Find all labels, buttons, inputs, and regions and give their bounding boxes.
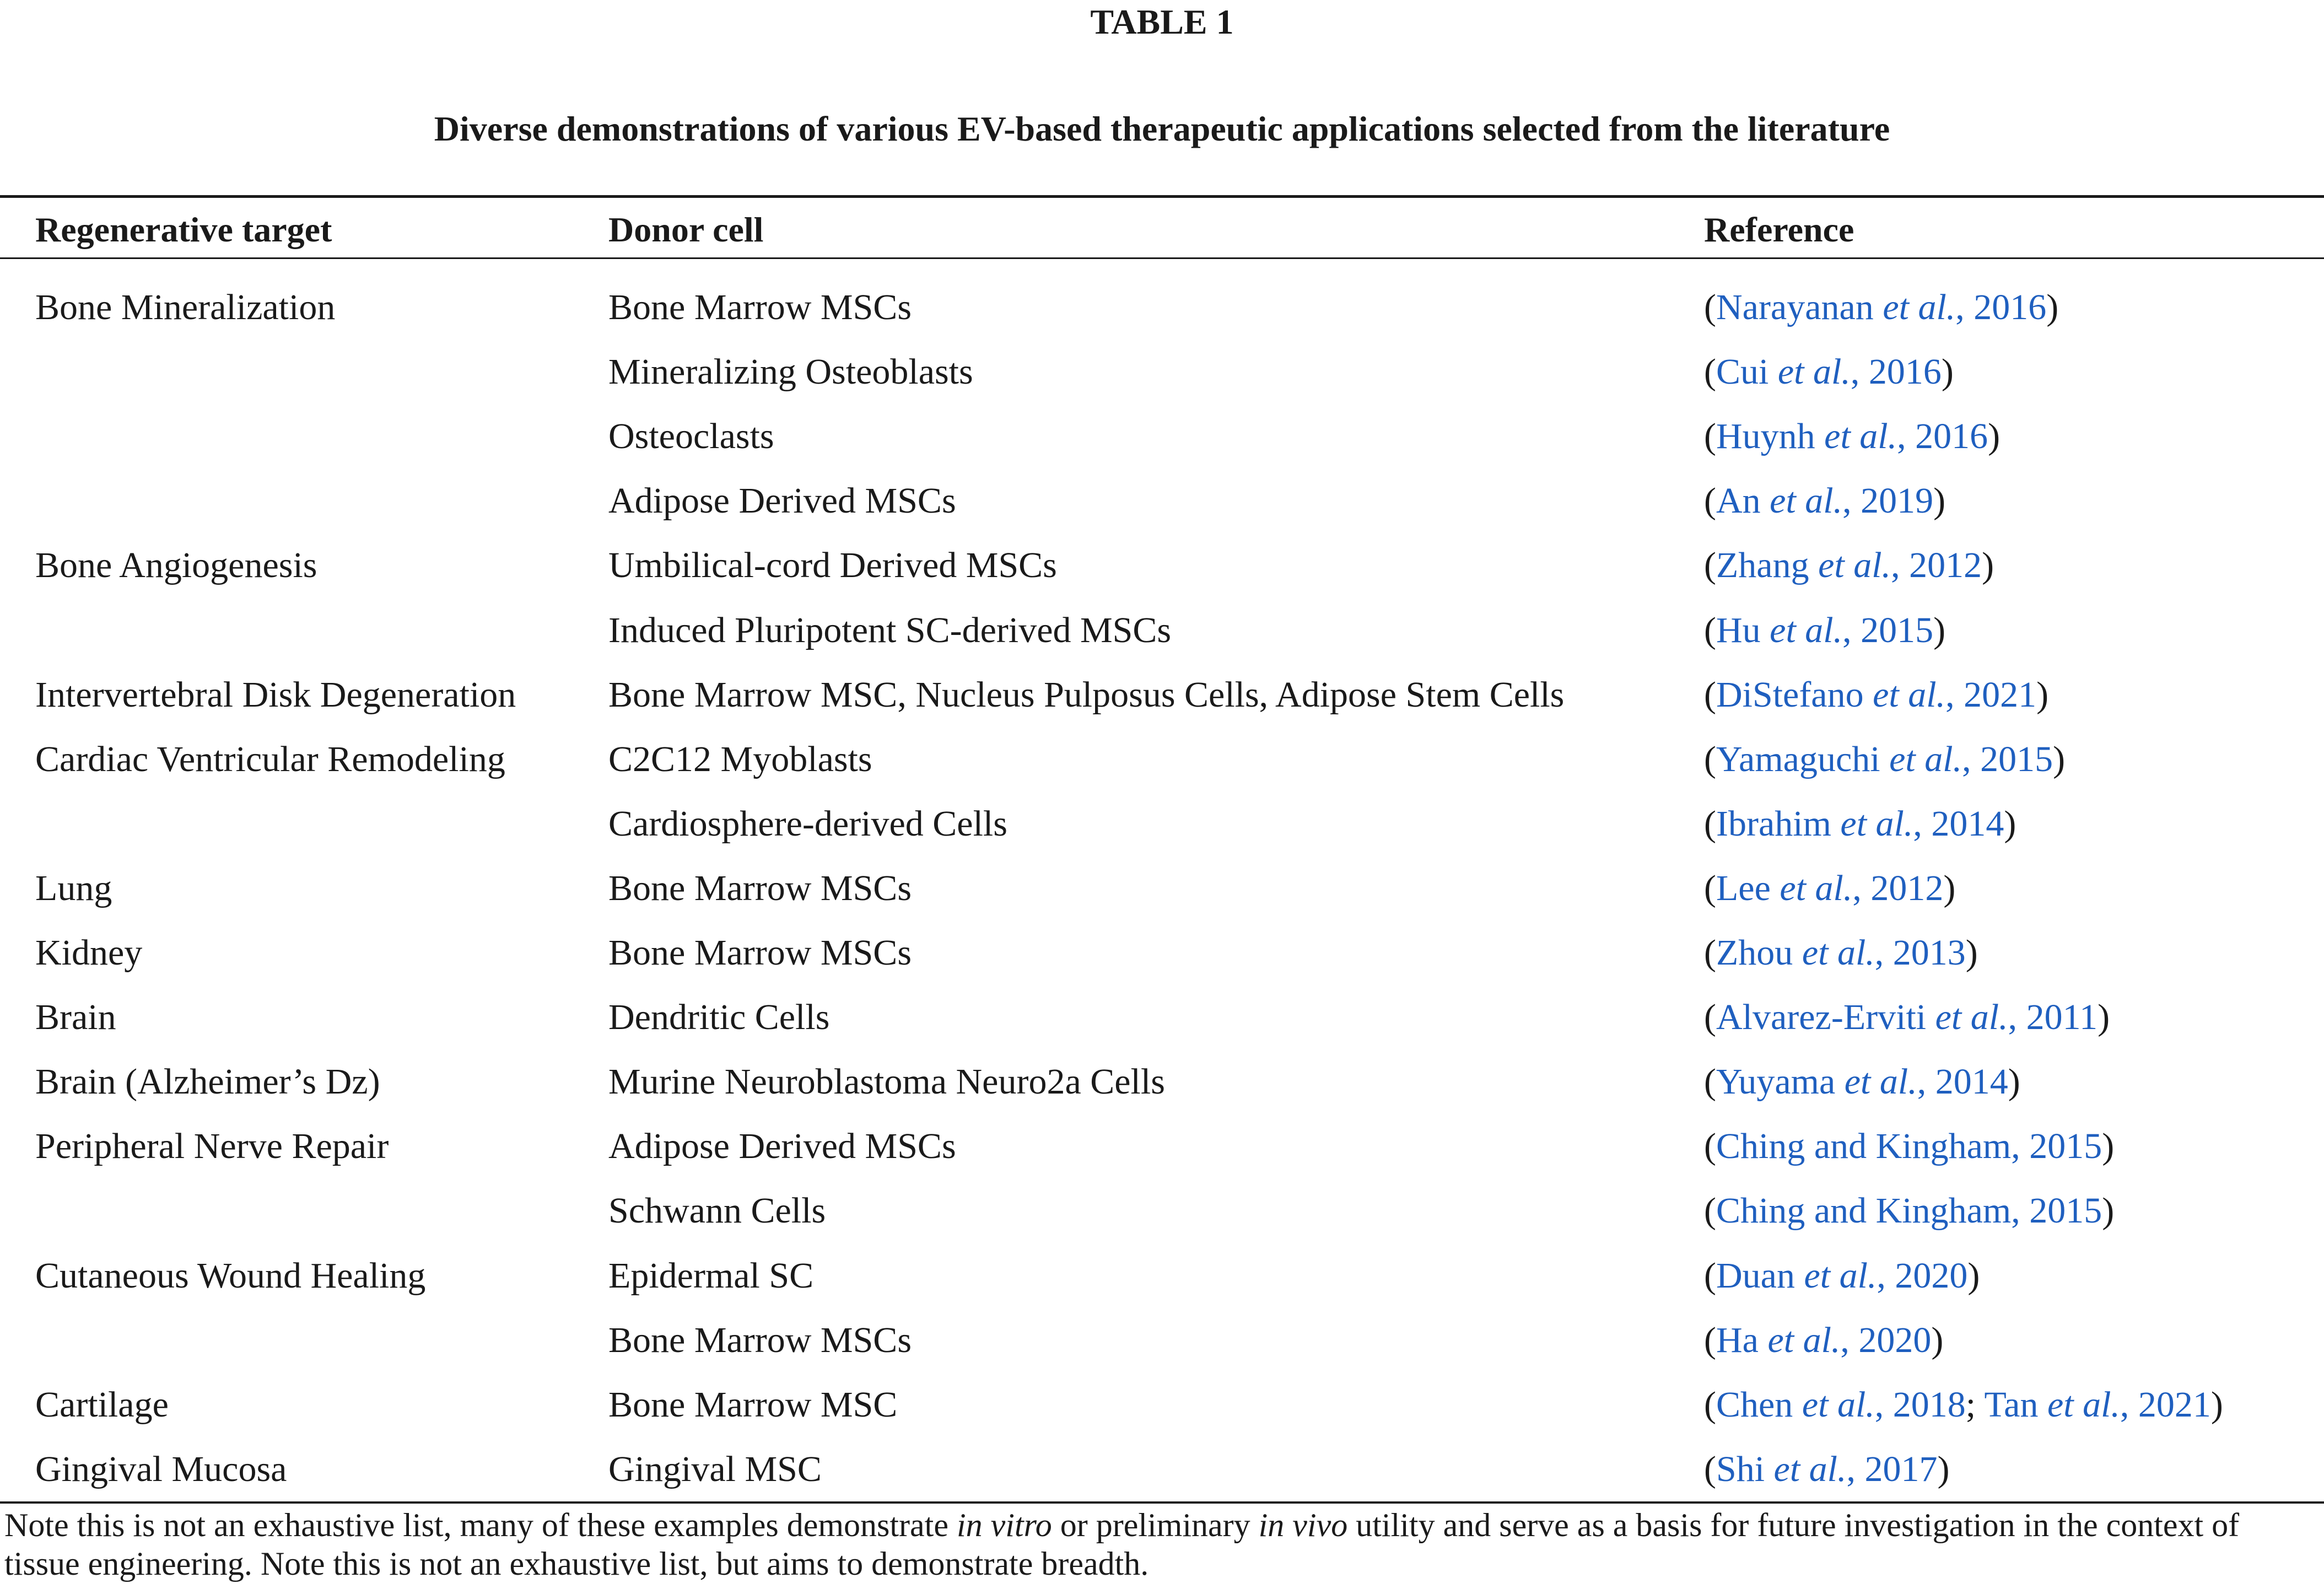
table-row xyxy=(0,1178,2324,1243)
reference-author: Narayanan xyxy=(1716,287,1874,327)
reference-year: 2018 xyxy=(1892,1384,1966,1425)
reference-link[interactable]: Zhou et al., 2013 xyxy=(1716,933,1966,973)
bottom-rule xyxy=(0,1501,2324,1504)
reference-author: Zhou xyxy=(1716,933,1793,973)
table-row xyxy=(0,1243,2324,1308)
reference-author: Tan xyxy=(1984,1384,2039,1425)
reference-link[interactable]: Ibrahim et al., 2014 xyxy=(1716,803,2004,844)
reference-link[interactable]: Narayanan et al., 2016 xyxy=(1716,287,2047,327)
reference-author: Hu xyxy=(1716,610,1761,650)
table-row xyxy=(0,663,2324,727)
cell-reference: (Yamaguchi et al., 2015) xyxy=(1704,739,2066,779)
cell-reference: (Shi et al., 2017) xyxy=(1704,1448,1950,1489)
table-title: TABLE 1 xyxy=(1090,2,1234,41)
cell-reference: (Yuyama et al., 2014) xyxy=(1704,1062,2020,1102)
cell-regenerative-target: Cutaneous Wound Healing xyxy=(35,1255,426,1296)
table-row xyxy=(0,1049,2324,1114)
cell-reference: (Narayanan et al., 2016) xyxy=(1704,287,2059,327)
reference-author: DiStefano xyxy=(1716,674,1864,715)
reference-author: Yamaguchi xyxy=(1716,739,1880,779)
reference-author: Alvarez-Erviti xyxy=(1716,997,1927,1038)
cell-reference: (Chen et al., 2018; Tan et al., 2021) xyxy=(1704,1384,2223,1425)
footnote-italic-in-vitro: in vitro xyxy=(956,1507,1052,1543)
cell-reference: (Zhou et al., 2013) xyxy=(1704,933,1978,973)
cell-donor-cell: C2C12 Myoblasts xyxy=(608,739,872,779)
cell-reference: (Hu et al., 2015) xyxy=(1704,610,1946,650)
cell-donor-cell: Epidermal SC xyxy=(608,1255,814,1296)
reference-year: 2015 xyxy=(2029,1126,2102,1167)
reference-link[interactable]: Hu et al., 2015 xyxy=(1716,610,1934,650)
cell-donor-cell: Cardiosphere-derived Cells xyxy=(608,803,1007,844)
reference-link[interactable]: Yuyama et al., 2014 xyxy=(1716,1062,2008,1102)
reference-link[interactable]: Chen et al., 2018 xyxy=(1716,1384,1966,1425)
reference-author: Huynh xyxy=(1716,416,1815,457)
reference-author: An xyxy=(1716,481,1761,521)
cell-regenerative-target: Cardiac Ventricular Remodeling xyxy=(35,739,505,779)
cell-donor-cell: Bone Marrow MSCs xyxy=(608,287,912,327)
reference-link[interactable]: DiStefano et al., 2021 xyxy=(1716,674,2037,715)
cell-reference: (Alvarez-Erviti et al., 2011) xyxy=(1704,997,2110,1038)
reference-link[interactable]: Zhang et al., 2012 xyxy=(1716,545,1982,586)
reference-author: Zhang xyxy=(1716,545,1809,586)
reference-author: Ching and Kingham xyxy=(1716,1191,2012,1231)
table-row xyxy=(0,856,2324,920)
table-row xyxy=(0,727,2324,791)
reference-author: Cui xyxy=(1716,352,1769,392)
table-caption: Diverse demonstrations of various EV-based therapeutic applications selected from the literature xyxy=(434,109,1890,148)
reference-year: 2012 xyxy=(1870,868,1944,908)
reference-year: 2014 xyxy=(1935,1062,2008,1102)
cell-regenerative-target: Brain (Alzheimer’s Dz) xyxy=(35,1062,380,1102)
table-row xyxy=(0,985,2324,1049)
cell-reference: (Ching and Kingham, 2015) xyxy=(1704,1126,2115,1167)
cell-donor-cell: Bone Marrow MSCs xyxy=(608,1320,912,1360)
reference-link[interactable]: Ha et al., 2020 xyxy=(1716,1320,1932,1360)
reference-link[interactable]: Lee et al., 2012 xyxy=(1716,868,1944,908)
cell-donor-cell: Murine Neuroblastoma Neuro2a Cells xyxy=(608,1062,1165,1102)
cell-donor-cell: Bone Marrow MSCs xyxy=(608,933,912,973)
table-row xyxy=(0,340,2324,404)
cell-regenerative-target: Kidney xyxy=(35,933,143,973)
table-footnote xyxy=(4,1506,2319,1583)
cell-donor-cell: Bone Marrow MSC, Nucleus Pulposus Cells, Adipose Stem Cells xyxy=(608,674,1565,715)
reference-year: 2021 xyxy=(2138,1384,2211,1425)
reference-author: Lee xyxy=(1716,868,1771,908)
cell-reference: (Cui et al., 2016) xyxy=(1704,352,1954,392)
cell-donor-cell: Bone Marrow MSCs xyxy=(608,868,912,908)
reference-year: 2011 xyxy=(2026,997,2098,1038)
reference-year: 2015 xyxy=(1861,610,1934,650)
reference-author: Duan xyxy=(1716,1255,1795,1296)
reference-author: Ching and Kingham xyxy=(1716,1126,2012,1167)
reference-year: 2020 xyxy=(1858,1320,1932,1360)
cell-reference: (Duan et al., 2020) xyxy=(1704,1255,1980,1296)
reference-author: Chen xyxy=(1716,1384,1793,1425)
cell-regenerative-target: Brain xyxy=(35,997,116,1038)
cell-regenerative-target: Gingival Mucosa xyxy=(35,1448,287,1489)
table-row xyxy=(0,791,2324,856)
cell-reference: (DiStefano et al., 2021) xyxy=(1704,674,2049,715)
header-reference: Reference xyxy=(1704,210,1854,249)
reference-year: 2012 xyxy=(1909,545,1982,586)
table-row xyxy=(0,1372,2324,1437)
reference-year: 2016 xyxy=(1868,352,1942,392)
table-row xyxy=(0,598,2324,663)
table-row xyxy=(0,920,2324,985)
cell-donor-cell: Osteoclasts xyxy=(608,416,774,457)
table-row xyxy=(0,404,2324,468)
cell-reference: (Ibrahim et al., 2014) xyxy=(1704,803,2016,844)
cell-reference: (Ha et al., 2020) xyxy=(1704,1320,1944,1360)
reference-year: 2015 xyxy=(2029,1191,2102,1231)
reference-link[interactable]: Tan et al., 2021 xyxy=(1984,1384,2211,1425)
cell-regenerative-target: Peripheral Nerve Repair xyxy=(35,1126,389,1167)
reference-year: 2016 xyxy=(1915,416,1988,457)
reference-year: 2013 xyxy=(1892,933,1966,973)
cell-donor-cell: Adipose Derived MSCs xyxy=(608,1126,956,1167)
reference-link[interactable]: Ching and Kingham, 2015 xyxy=(1716,1191,2102,1231)
cell-donor-cell: Umbilical-cord Derived MSCs xyxy=(608,545,1057,586)
cell-reference: (Zhang et al., 2012) xyxy=(1704,545,1994,586)
footnote-text-2: or preliminary xyxy=(1052,1507,1259,1543)
cell-donor-cell: Induced Pluripotent SC-derived MSCs xyxy=(608,610,1172,650)
reference-author: Shi xyxy=(1716,1448,1765,1489)
table-row xyxy=(0,1308,2324,1372)
footnote-text-1: Note this is not an exhaustive list, many of these examples demonstrate xyxy=(4,1507,957,1543)
reference-year: 2016 xyxy=(1973,287,2047,327)
table-row xyxy=(0,1437,2324,1501)
reference-year: 2017 xyxy=(1864,1448,1938,1489)
footnote-text-3: utility and serve as a basis for future investigation in the context of tissue engineering. Note this is not an exhaustive list, but aims to demonstrate breadth. xyxy=(4,1507,2240,1582)
cell-regenerative-target: Bone Angiogenesis xyxy=(35,545,317,586)
reference-link[interactable]: Duan et al., 2020 xyxy=(1716,1255,1968,1296)
cell-donor-cell: Dendritic Cells xyxy=(608,997,830,1038)
reference-author: Ibrahim xyxy=(1716,803,1831,844)
table-row xyxy=(0,533,2324,597)
reference-year: 2019 xyxy=(1861,481,1934,521)
cell-regenerative-target: Cartilage xyxy=(35,1384,169,1425)
cell-regenerative-target: Lung xyxy=(35,868,112,908)
cell-reference: (Huynh et al., 2016) xyxy=(1704,416,2001,457)
cell-donor-cell: Gingival MSC xyxy=(608,1448,822,1489)
table-row xyxy=(0,275,2324,340)
cell-regenerative-target: Intervertebral Disk Degeneration xyxy=(35,674,516,715)
reference-link[interactable]: Alvarez-Erviti et al., 2011 xyxy=(1716,997,2098,1038)
reference-year: 2020 xyxy=(1895,1255,1968,1296)
cell-reference: (An et al., 2019) xyxy=(1704,481,1946,521)
reference-link[interactable]: Huynh et al., 2016 xyxy=(1716,416,1988,457)
reference-link[interactable]: An et al., 2019 xyxy=(1716,481,1934,521)
footnote-italic-in-vivo: in vivo xyxy=(1258,1507,1348,1543)
header-donor-cell: Donor cell xyxy=(608,210,764,249)
cell-reference: (Ching and Kingham, 2015) xyxy=(1704,1191,2115,1231)
reference-year: 2015 xyxy=(1980,739,2053,779)
reference-year: 2021 xyxy=(1964,674,2037,715)
cell-donor-cell: Mineralizing Osteoblasts xyxy=(608,352,973,392)
cell-regenerative-target: Bone Mineralization xyxy=(35,287,336,327)
cell-reference: (Lee et al., 2012) xyxy=(1704,868,1956,908)
reference-author: Ha xyxy=(1716,1320,1759,1360)
header-regenerative-target: Regenerative target xyxy=(35,210,332,249)
cell-donor-cell: Schwann Cells xyxy=(608,1191,826,1231)
cell-donor-cell: Adipose Derived MSCs xyxy=(608,481,956,521)
reference-link[interactable]: Yamaguchi et al., 2015 xyxy=(1716,739,2053,779)
cell-donor-cell: Bone Marrow MSC xyxy=(608,1384,898,1425)
reference-year: 2014 xyxy=(1931,803,2004,844)
reference-link[interactable]: Shi et al., 2017 xyxy=(1716,1448,1938,1489)
reference-author: Yuyama xyxy=(1716,1062,1836,1102)
reference-link[interactable]: Ching and Kingham, 2015 xyxy=(1716,1126,2102,1167)
table-row xyxy=(0,1114,2324,1178)
table-row xyxy=(0,468,2324,533)
reference-link[interactable]: Cui et al., 2016 xyxy=(1716,352,1942,392)
